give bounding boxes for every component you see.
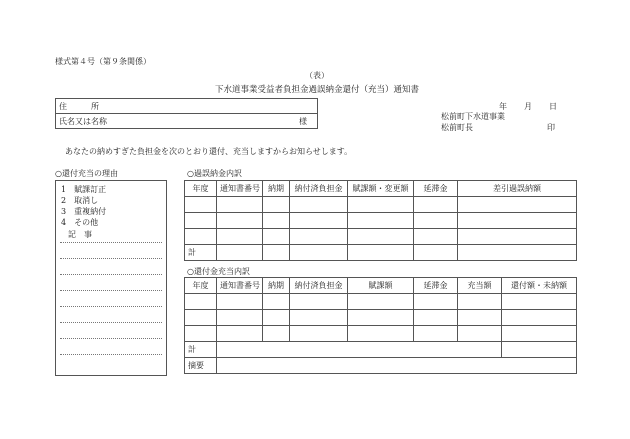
col-header: 延滞金 bbox=[414, 181, 458, 197]
total-row bbox=[185, 342, 577, 358]
table-row bbox=[185, 197, 577, 213]
col-header: 通知書番号 bbox=[217, 278, 263, 294]
issuer-line2: 松前町長 bbox=[441, 123, 473, 132]
col-header: 延滞金 bbox=[414, 278, 458, 294]
reason-item: 3 重複納付 bbox=[61, 207, 107, 216]
overpay-heading: ○過誤納金内訳 bbox=[187, 169, 242, 178]
col-header: 通知書番号 bbox=[217, 181, 263, 197]
col-header: 年度 bbox=[185, 181, 217, 197]
sama-label: 様 bbox=[299, 116, 307, 126]
total-label: 計 bbox=[185, 342, 217, 358]
col-header: 納期 bbox=[263, 181, 290, 197]
reason-item: 1 賦課訂正 bbox=[61, 185, 107, 194]
col-header: 納付済負担金 bbox=[290, 278, 348, 294]
total-label: 計 bbox=[185, 245, 217, 261]
col-header: 差引過誤納額 bbox=[458, 181, 577, 197]
form-number: 様式第４号（第９条関係） bbox=[55, 57, 151, 66]
header-row bbox=[185, 278, 577, 294]
header-row bbox=[185, 181, 577, 197]
col-header: 納付済負担金 bbox=[290, 181, 348, 197]
col-header: 賦課額 bbox=[348, 278, 414, 294]
total-row bbox=[185, 245, 577, 261]
reason-heading: ○還付充当の理由 bbox=[55, 169, 118, 178]
side-label: （表） bbox=[305, 71, 329, 80]
seal-mark: 印 bbox=[547, 123, 555, 132]
reason-item: 4 その他 bbox=[61, 218, 99, 227]
document-title: 下水道事業受益者負担金過誤納金還付（充当）通知書 bbox=[215, 85, 420, 95]
day-label: 日 bbox=[549, 102, 557, 111]
remarks-label: 摘要 bbox=[185, 358, 217, 374]
table-row bbox=[185, 326, 577, 342]
address-label: 住 所 bbox=[56, 99, 318, 114]
col-header: 還付額・未納額 bbox=[502, 278, 577, 294]
table-row bbox=[185, 310, 577, 326]
reason-item: 2 取消し bbox=[61, 196, 99, 205]
col-header: 納期 bbox=[263, 278, 290, 294]
name-label: 氏名又は名称 bbox=[59, 116, 107, 126]
reason-box bbox=[55, 180, 167, 376]
recipient-table bbox=[55, 98, 318, 129]
note-label: 記 事 bbox=[68, 230, 92, 239]
remarks-row bbox=[185, 358, 577, 374]
col-header: 賦課額・変更額 bbox=[348, 181, 414, 197]
col-header: 充当額 bbox=[458, 278, 502, 294]
notice-message: あなたの納めすぎた負担金を次のとおり還付、充当しますからお知らせします。 bbox=[65, 147, 353, 156]
year-label: 年 bbox=[499, 102, 507, 111]
refund-table bbox=[184, 277, 577, 374]
table-row bbox=[185, 213, 577, 229]
issuer-line1: 松前町下水道事業 bbox=[441, 112, 505, 121]
overpay-table bbox=[184, 180, 577, 261]
month-label: 月 bbox=[524, 102, 532, 111]
col-header: 年度 bbox=[185, 278, 217, 294]
table-row bbox=[185, 229, 577, 245]
table-row bbox=[185, 294, 577, 310]
refund-heading: ○還付金充当内訳 bbox=[187, 267, 250, 276]
